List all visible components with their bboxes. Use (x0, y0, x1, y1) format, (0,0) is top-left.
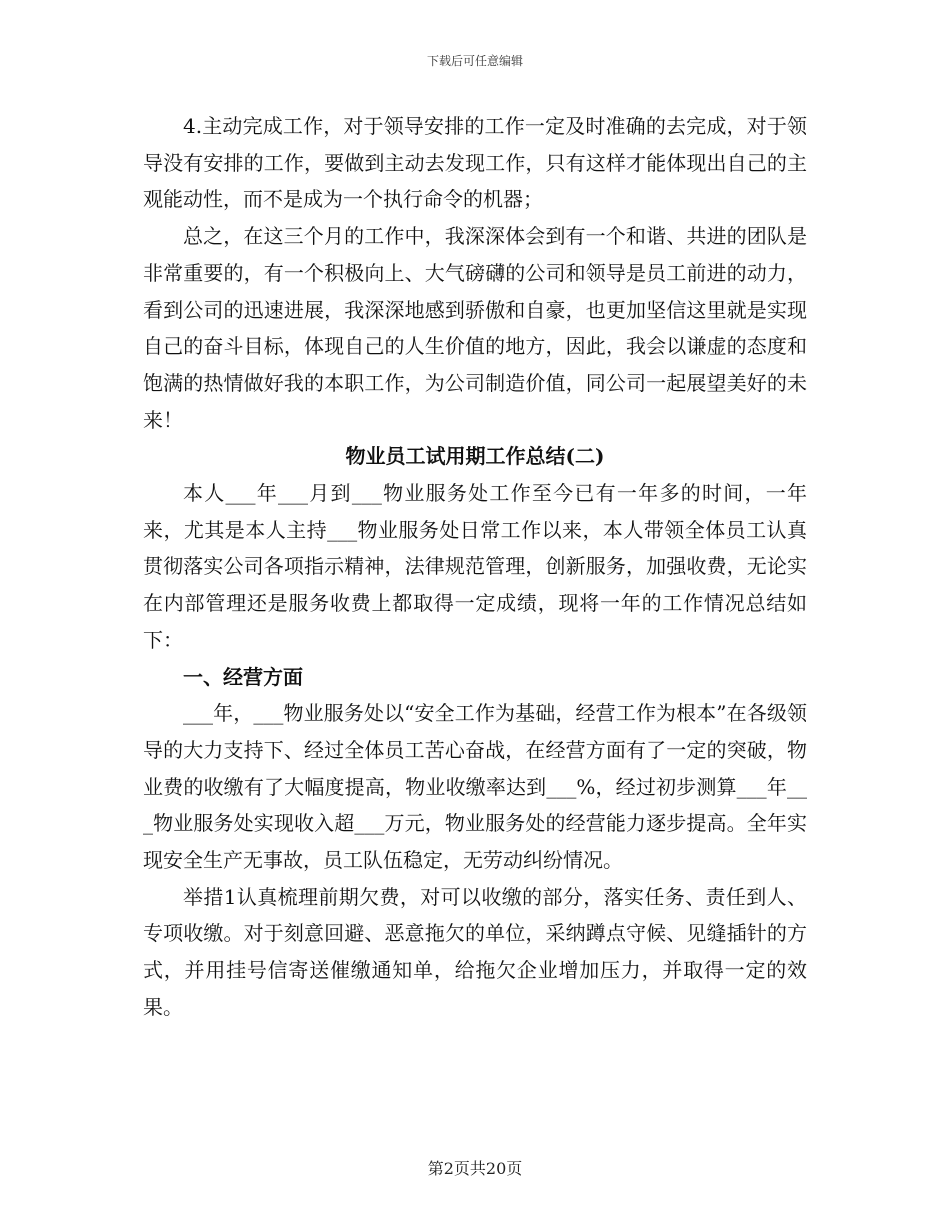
paragraph-summary: 总之，在这三个月的工作中，我深深体会到有一个和谐、共进的团队是非常重要的，有一个积极向上、大气磅礴的公司和领导是员工前进的动力，看到公司的迅速进展，我深深地感到骄傲和自豪，也更加坚信这里就是实现自己的奋斗目标，体现自己的人生价值的地方，因此，我会以谦虚的态度和饱满的热情做好我的本职工作，为公司制造价值，同公司一起展望美好的未来！ (143, 224, 807, 432)
paragraph-operations: ___年，___物业服务处以“安全工作为基础，经营工作为根本”在各级领导的大力支持下、经过全体员工苦心奋战，在经营方面有了一定的突破，物业费的收缴有了大幅度提高，物业收缴率达到___%，经过初步测算___年___物业服务处实现收入超___万元，物业服务处的经营能力逐步提高。全年实现安全生产无事故，员工队伍稳定，无劳动纠纷情况。 (143, 701, 807, 873)
subheading-operations: 一、经营方面 (183, 664, 303, 689)
page-number: 第2页共20页 (427, 1159, 523, 1178)
document-body (143, 108, 807, 1026)
paragraph-work-initiative: 4.主动完成工作，对于领导安排的工作一定及时准确的去完成，对于领导没有安排的工作，要做到主动去发现工作，只有这样才能体现出自己的主观能动性，而不是成为一个执行命令的机器； (143, 114, 807, 212)
paragraph-intro: 本人___年___月到___物业服务处工作至今已有一年多的时间，一年来，尤其是本人主持___物业服务处日常工作以来，本人带领全体员工认真贯彻落实公司各项指示精神，法律规范管理，创新服务，加强收费，无论实在内部管理还是服务收费上都取得一定成绩，现将一年的工作情况总结如下： (143, 481, 807, 652)
header-note: 下载后可任意编辑 (426, 54, 523, 68)
section-title: 物业员工试用期工作总结(二) (345, 444, 605, 469)
paragraph-measure-1: 举措1认真梳理前期欠费，对可以收缴的部分，落实任务、责任到人、专项收缴。对于刻意回避、恶意拖欠的单位，采纳蹲点守候、见缝插针的方式，并用挂号信寄送催缴通知单，给拖欠企业增加压力，并取得一定的效果。 (143, 884, 807, 1019)
